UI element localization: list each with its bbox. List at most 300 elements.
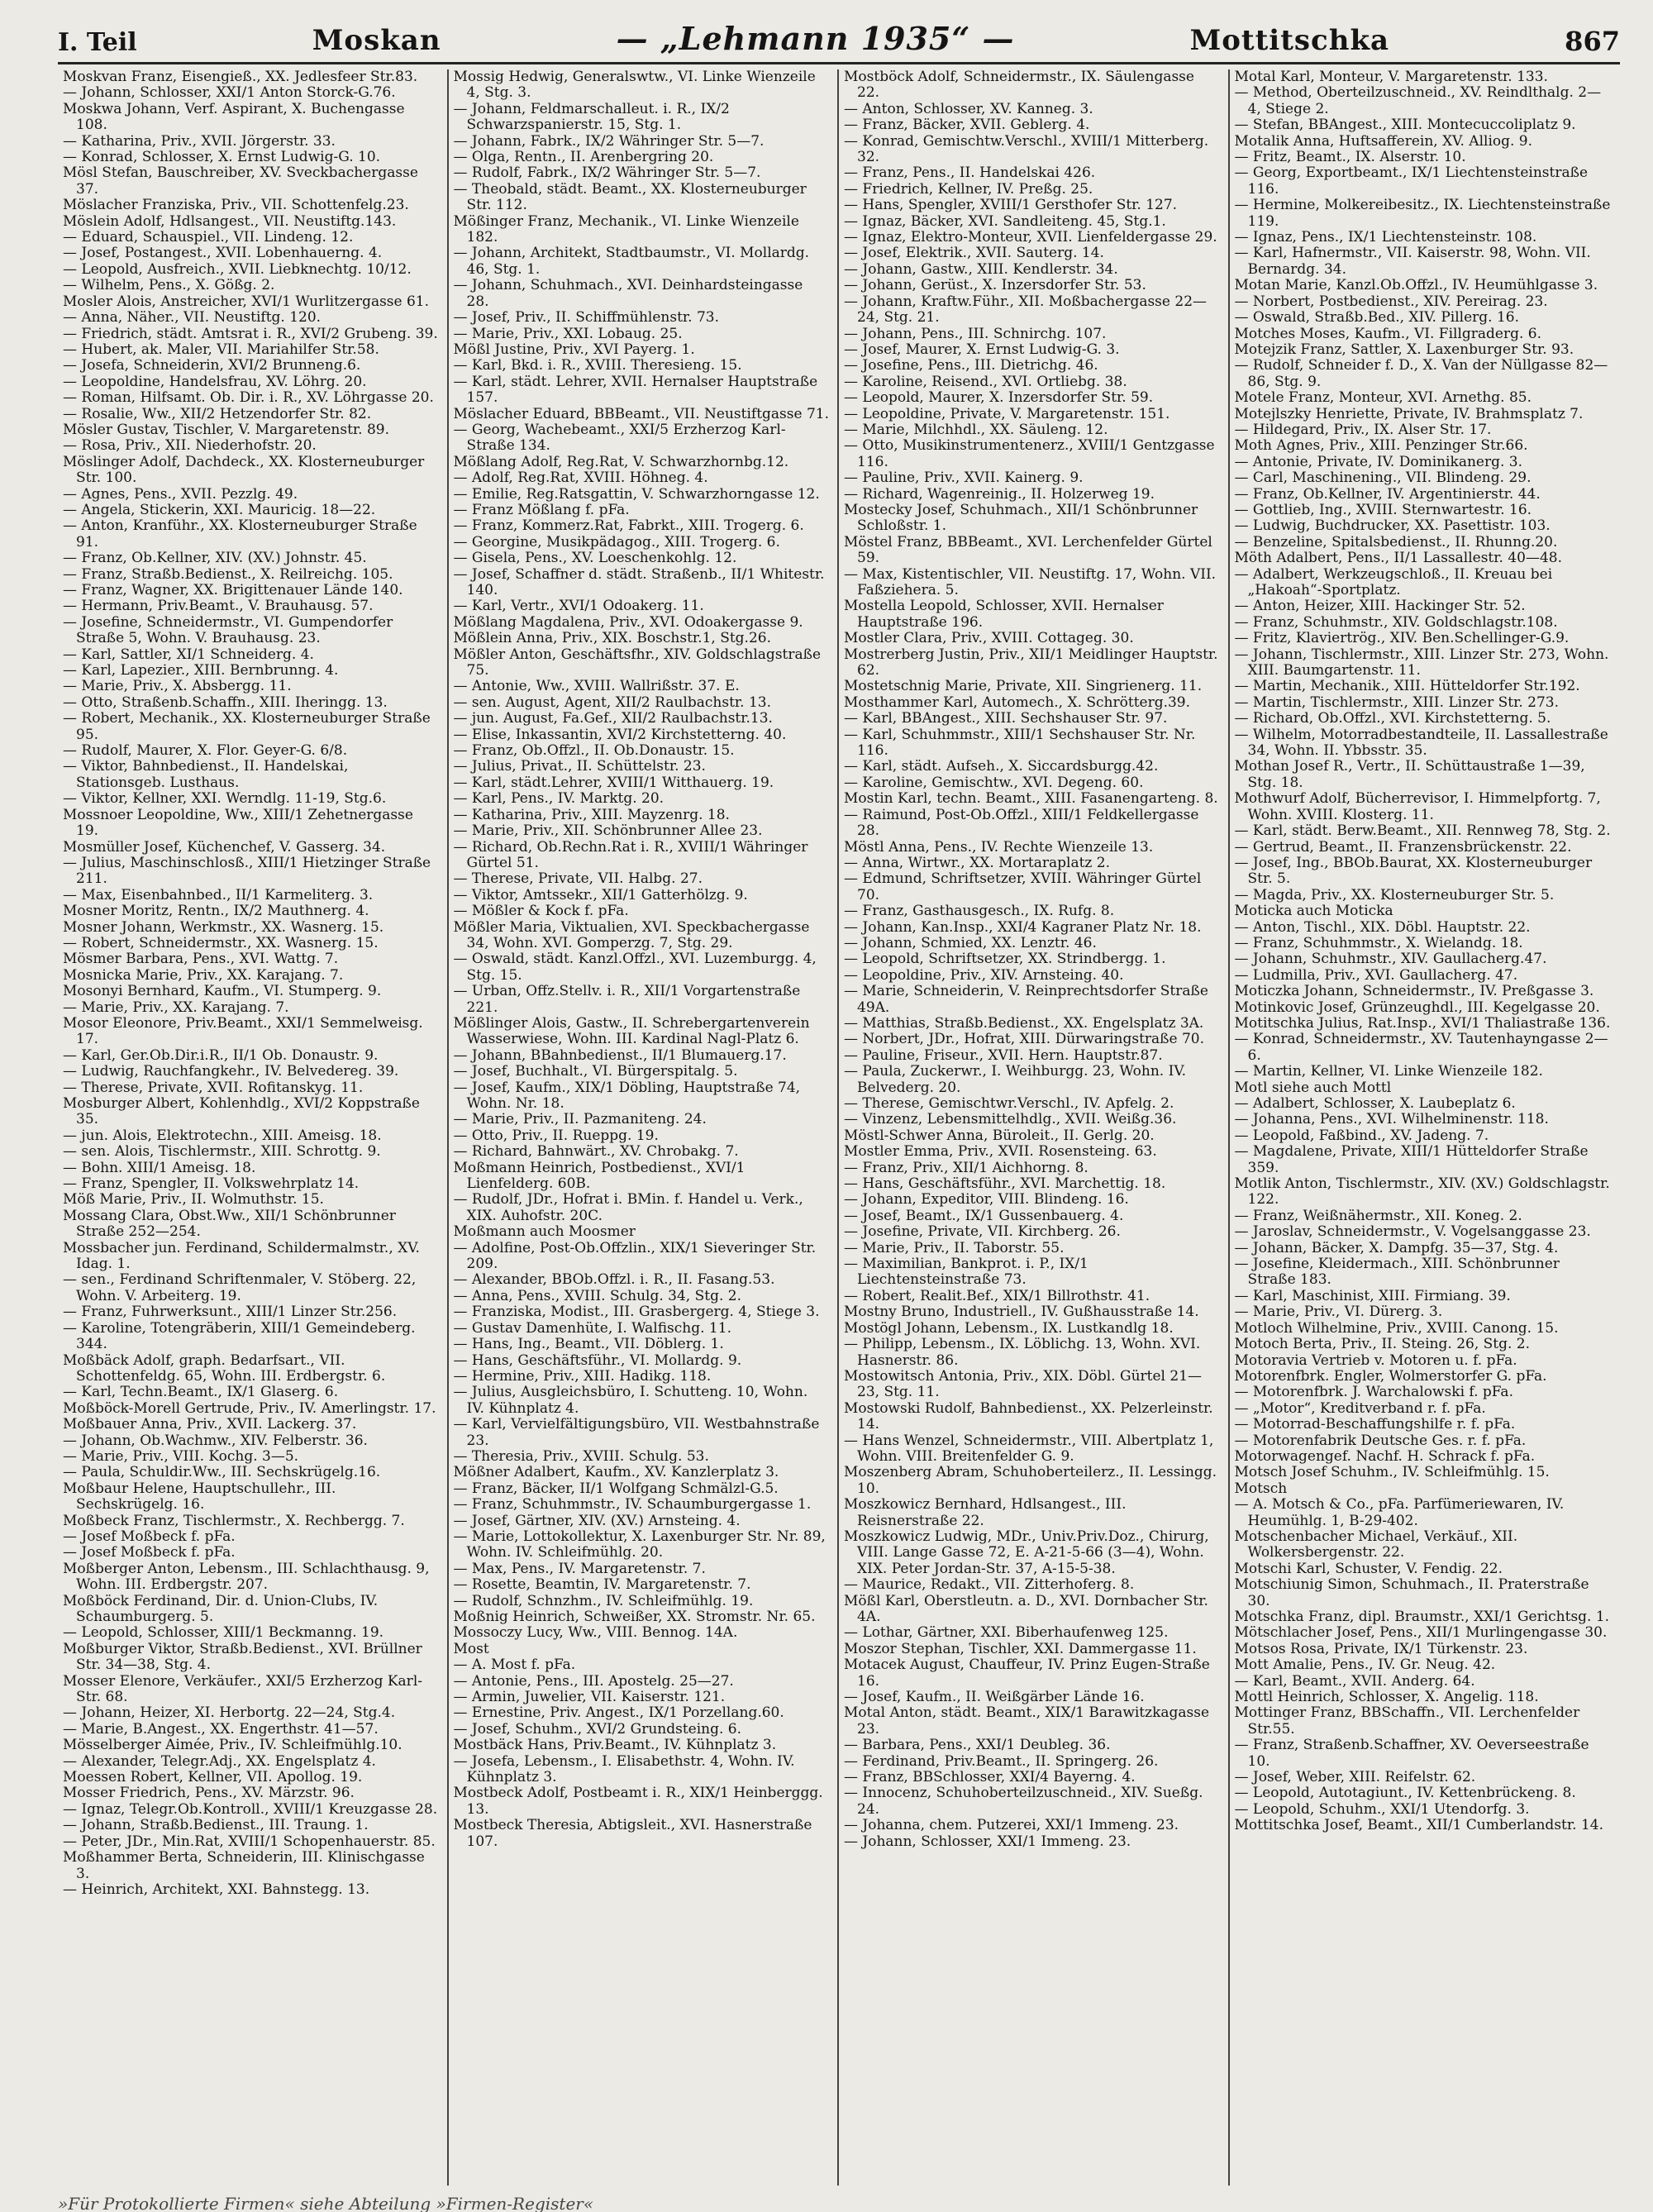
directory-entry: Mosner Moritz, Rentn., IX/2 Mauthnerg. 4.	[63, 903, 369, 920]
directory-entry: — Johann, BBahnbedienst., II/1 Blumauerg.17.	[453, 1046, 787, 1064]
directory-entry: — Paula, Zuckerwr., I. Weihburgg. 23, Wohn. IV. Belvederg. 20.	[844, 1063, 1187, 1096]
directory-entry: — Franz, Gasthausgesch., IX. Rufg. 8.	[844, 903, 1115, 920]
directory-entry: — Johann, Bäcker, X. Dampfg. 35—37, Stg. 4.	[1234, 1239, 1559, 1256]
directory-entry: — Katharina, Priv., XIII. Mayzenrg. 18.	[453, 806, 730, 823]
directory-entry: Motinkovic Josef, Grünzeughdl., III. Kegelgasse 20.	[1234, 999, 1600, 1016]
directory-entry: Mößlang Magdalena, Priv., XVI. Odoakergasse 9.	[453, 613, 803, 631]
directory-entry: — Olga, Rentn., II. Arenbergring 20.	[453, 149, 714, 166]
directory-entry: — Katharina, Priv., XVII. Jörgerstr. 33.	[63, 132, 336, 150]
directory-entry: Mott Amalie, Pens., IV. Gr. Neug. 42.	[1234, 1657, 1496, 1674]
directory-entry: Möslacher Eduard, BBBeamt., VII. Neustiftgasse 71.	[453, 405, 830, 422]
directory-entry: — Gottlieb, Ing., XVIII. Sternwartestr. 16.	[1234, 501, 1532, 518]
directory-entry: Moßnig Heinrich, Schweißer, XX. Stromstr. Nr. 65.	[453, 1609, 816, 1625]
directory-entry: — Marie, Priv., XII. Schönbrunner Allee 23.	[453, 822, 763, 840]
directory-entry: — Karl, Schuhmmstr., XIII/1 Sechshauser Str. Nr. 116.	[844, 726, 1196, 760]
directory-entry: — Karl, städt. Lehrer, XVII. Hernalser Hauptstraße 157.	[453, 373, 818, 407]
directory-entry: Mößinger Franz, Mechanik., VI. Linke Wienzeile 182.	[453, 212, 799, 246]
directory-entry: — Josef, Gärtner, XIV. (XV.) Arnsteing. 4.	[453, 1512, 741, 1529]
directory-entry: — Marie, Priv., II. Pazmaniteng. 24.	[453, 1111, 707, 1128]
directory-entry: — Josefa, Lebensm., I. Elisabethstr. 4, Wohn. IV. Kühnplatz 3.	[453, 1752, 795, 1786]
directory-entry: Mostin Karl, techn. Beamt., XIII. Fasanengarteng. 8.	[844, 790, 1218, 808]
directory-entry: — Leopoldine, Priv., XIV. Arnsteing. 40.	[844, 966, 1124, 984]
directory-entry: — Peter, JDr., Min.Rat, XVIII/1 Schopenhauerstr. 85.	[63, 1833, 436, 1850]
directory-entry: — Gustav Damenhüte, I. Walfischg. 11.	[453, 1319, 731, 1337]
directory-entry: — Martin, Mechanik., XIII. Hütteldorfer Str.192.	[1234, 678, 1580, 695]
directory-entry: — Anna, Näher., VII. Neustiftg. 120.	[63, 309, 322, 327]
directory-entry: — Johann, Schlosser, XXI/1 Immeng. 23.	[844, 1833, 1131, 1850]
header-last-entry: Mottitschka	[1189, 24, 1390, 57]
directory-entry: Motalik Anna, Huftsafferein, XV. Alliog. 9.	[1234, 132, 1533, 150]
directory-entry: — Viktor, Bahnbedienst., II. Handelskai, Stationsgeb. Lusthaus.	[63, 758, 349, 791]
directory-entry: Mostbäck Hans, Priv.Beamt., IV. Kühnplatz 3.	[453, 1737, 777, 1754]
directory-entry: — Johann, Heizer, XI. Herbortg. 22—24, Stg.4.	[63, 1704, 396, 1722]
directory-entry: — Leopold, Schriftsetzer, XX. Strindbergg. 1.	[844, 951, 1166, 968]
directory-entry: — Theobald, städt. Beamt., XX. Klosterneuburger Str. 112.	[453, 180, 807, 214]
directory-entry: Mosnicka Marie, Priv., XX. Karajang. 7.	[63, 966, 344, 984]
directory-entry: — Rudolf, Fabrk., IX/2 Währinger Str. 5—7.	[453, 164, 761, 182]
directory-entry: — Antonie, Ww., XVIII. Wallrißstr. 37. E.	[453, 678, 740, 695]
directory-entry: Motches Moses, Kaufm., VI. Fillgraderg. 6.	[1234, 325, 1542, 342]
directory-entry: Moßberger Anton, Lebensm., III. Schlachthausg. 9, Wohn. III. Erdbergstr. 207.	[63, 1560, 430, 1594]
directory-entry: — Emilie, Reg.Ratsgattin, V. Schwarzhorngasse 12.	[453, 485, 820, 503]
directory-entry: — Hermine, Molkereibesitz., IX. Liechtensteinstraße 119.	[1234, 197, 1611, 230]
directory-entry: — Karoline, Gemischtw., XVI. Degeng. 60.	[844, 774, 1144, 791]
directory-entry: Mostbeck Theresia, Abtigsleit., XVI. Hasnerstraße 107.	[453, 1817, 812, 1850]
directory-entry: — Johanna, Pens., XVI. Wilhelminenstr. 118.	[1234, 1111, 1549, 1128]
directory-entry: — Urban, Offz.Stellv. i. R., XII/1 Vorgartenstraße 221.	[453, 983, 801, 1016]
directory-entry: Motoravia Vertrieb v. Motoren u. f. pFa.	[1234, 1352, 1517, 1369]
directory-entry: — Julius, Maschinschlosß., XIII/1 Hietzinger Straße 211.	[63, 854, 431, 888]
directory-entry: — Eduard, Schauspiel., VII. Lindeng. 12.	[63, 229, 354, 246]
directory-entry: — Franz, Pens., II. Handelskai 426.	[844, 164, 1096, 182]
directory-entry: — Rudolf, Schneider f. D., X. Van der Nüllgasse 82—86, Stg. 9.	[1234, 357, 1608, 390]
directory-entry: Mossbacher jun. Ferdinand, Schildermalmstr., XV. Idag. 1.	[63, 1239, 420, 1273]
directory-entry: — Johann, Architekt, Stadtbaumstr., VI. Mollardg. 46, Stg. 1.	[453, 245, 810, 278]
directory-entry: — Anton, Kranführ., XX. Klosterneuburger Straße 91.	[63, 517, 417, 551]
directory-entry: — A. Motsch & Co., pFa. Parfümeriewaren, IV. Heumühlg. 1, B-29-402.	[1234, 1496, 1565, 1529]
directory-entry: Moth Agnes, Priv., XIII. Penzinger Str.66.	[1234, 437, 1528, 455]
directory-entry: Moßbaur Helene, Hauptschullehr., III. Sechskrügelg. 16.	[63, 1480, 336, 1514]
directory-entry: Motejzik Franz, Sattler, X. Laxenburger Str. 93.	[1234, 341, 1574, 358]
directory-entry: — Johann, Gastw., XIII. Kendlerstr. 34.	[844, 260, 1118, 278]
directory-entry: — Johann, Expeditor, VIII. Blindeng. 16.	[844, 1191, 1129, 1208]
directory-entry: — Pauline, Priv., XVII. Kainerg. 9.	[844, 470, 1084, 487]
directory-entry: — Karl, Vervielfältigungsbüro, VII. Westbahnstraße 23.	[453, 1416, 820, 1449]
page-header	[58, 21, 1620, 64]
directory-entry: Mosthammer Karl, Automech., X. Schrötterg.39.	[844, 694, 1191, 711]
directory-entry: Mothan Josef R., Vertr., II. Schüttaustraße 1—39, Stg. 18.	[1234, 758, 1585, 791]
directory-entry: — Leopoldine, Handelsfrau, XV. Löhrg. 20.	[63, 373, 367, 390]
directory-entry: Mottl Heinrich, Schlosser, X. Angelig. 118.	[1234, 1689, 1539, 1706]
directory-entry: Moßbauer Anna, Priv., XVII. Lackerg. 37.	[63, 1416, 357, 1433]
directory-entry: — Motorrad-Beschaffungshilfe r. f. pFa.	[1234, 1416, 1516, 1433]
directory-entry: Motlik Anton, Tischlermstr., XIV. (XV.) Goldschlagstr. 122.	[1234, 1175, 1610, 1208]
directory-entry: — Josefine, Pens., III. Dietrichg. 46.	[844, 357, 1098, 374]
directory-entry: — Josef Moßbeck f. pFa.	[63, 1528, 236, 1545]
directory-entry: Möstel Franz, BBBeamt., XVI. Lerchenfelder Gürtel 59.	[844, 533, 1212, 567]
directory-entry: — Richard, Ob.Offzl., XVI. Kirchstetterng. 5.	[1234, 710, 1551, 727]
directory-entry: — Johann, Fabrk., IX/2 Währinger Str. 5—7.	[453, 132, 765, 150]
column-4	[1230, 69, 1621, 2186]
directory-entry: — Franz, Fuhrwerksunt., XIII/1 Linzer Str.256.	[63, 1304, 398, 1321]
directory-entry: Mostecky Josef, Schuhmach., XII/1 Schönbrunner Schloßstr. 1.	[844, 501, 1198, 535]
directory-entry: — Ernestine, Priv. Angest., IX/1 Porzellang.60.	[453, 1704, 784, 1722]
directory-entry: Mösler Gustav, Tischler, V. Margaretenstr. 89.	[63, 421, 390, 438]
directory-entry: — Johann, Schuhmstr., XIV. Gaullacherg.47.	[1234, 951, 1547, 968]
directory-entry: — Rudolf, JDr., Hofrat i. BMin. f. Handel u. Verk., XIX. Auhofstr. 20C.	[453, 1191, 803, 1224]
directory-entry: — Johann, Straßb.Bedienst., III. Traung. 1.	[63, 1817, 369, 1834]
directory-entry: — Julius, Privat., II. Schüttelstr. 23.	[453, 758, 706, 775]
directory-entry: — Fritz, Beamt., IX. Alserstr. 10.	[1234, 149, 1466, 166]
directory-entry: — Marie, Lottokollektur, X. Laxenburger Str. Nr. 89, Wohn. IV. Schleifmühlg. 20.	[453, 1528, 826, 1561]
directory-entry: — Ignaz, Elektro-Monteur, XVII. Lienfeldergasse 29.	[844, 229, 1217, 246]
directory-entry: — Edmund, Schriftsetzer, XVIII. Währinger Gürtel 70.	[844, 870, 1202, 903]
directory-entry: — Therese, Gemischtwr.Verschl., IV. Apfelg. 2.	[844, 1095, 1174, 1112]
directory-entry: — Gertrud, Beamt., II. Franzensbrückenstr. 22.	[1234, 838, 1572, 856]
directory-entry: — Georg, Exportbeamt., IX/1 Liechtensteinstraße 116.	[1234, 164, 1589, 198]
directory-entry: Motsch Josef Schuhm., IV. Schleifmühlg. 15.	[1234, 1464, 1550, 1481]
directory-entry: Motl siehe auch Mottl	[1234, 1079, 1392, 1096]
directory-entry: — Franziska, Modist., III. Grasbergerg. 4, Stiege 3.	[453, 1304, 820, 1321]
directory-entry: Moßmann auch Moosmer	[453, 1223, 636, 1241]
directory-entry: — Johann, Schuhmach., XVI. Deinhardsteingasse 28.	[453, 277, 803, 310]
directory-entry: — Motorenfbrk. J. Warchalowski f. pFa.	[1234, 1384, 1513, 1401]
directory-entry: Mößl Justine, Priv., XVI Payerg. 1.	[453, 341, 695, 358]
directory-entry: — Marie, Priv., XX. Karajang. 7.	[63, 999, 289, 1016]
directory-entry: Moticzka Johann, Schneidermstr., IV. Preßgasse 3.	[1234, 983, 1594, 1000]
directory-entry: — Josef, Priv., II. Schiffmühlenstr. 73.	[453, 309, 720, 327]
directory-entry: — Max, Pens., IV. Margaretenstr. 7.	[453, 1560, 706, 1577]
directory-entry: Mossig Hedwig, Generalswtw., VI. Linke Wienzeile 4, Stg. 3.	[453, 69, 816, 102]
directory-entry: — Franz, Bäcker, II/1 Wolfgang Schmälzl-G.5.	[453, 1480, 779, 1497]
directory-entry: — Barbara, Pens., XXI/1 Deubleg. 36.	[844, 1737, 1111, 1754]
directory-entry: Motejlszky Henriette, Private, IV. Brahmsplatz 7.	[1234, 405, 1584, 422]
directory-entry: Motoch Berta, Priv., II. Steing. 26, Stg. 2.	[1234, 1336, 1531, 1353]
directory-entry: Mossnoer Leopoldine, Ww., XIII/1 Zehetnergasse 19.	[63, 806, 413, 840]
directory-entry: — Karoline, Totengräberin, XIII/1 Gemeindeberg. 344.	[63, 1319, 416, 1353]
directory-entry: — Karl, Pens., IV. Marktg. 20.	[453, 790, 665, 808]
directory-entry: — Wilhelm, Motorradbestandteile, II. Lassallestraße 34, Wohn. II. Ybbsstr. 35.	[1234, 726, 1608, 760]
directory-entry: — Marie, Priv., VI. Dürerg. 3.	[1234, 1304, 1443, 1321]
directory-entry: — Franz, Schuhmstr., XIV. Goldschlagstr.108.	[1234, 613, 1558, 631]
directory-entry: Mostowski Rudolf, Bahnbedienst., XX. Pelzerleinstr. 14.	[844, 1399, 1213, 1433]
directory-entry: — Rosette, Beamtin, IV. Margaretenstr. 7.	[453, 1576, 751, 1594]
directory-entry: — Karl, BBAngest., XIII. Sechshauser Str. 97.	[844, 710, 1168, 727]
part-label: I. Teil	[58, 28, 137, 57]
directory-entry: Mosler Alois, Anstreicher, XVI/1 Wurlitzergasse 61.	[63, 293, 430, 310]
directory-entry: — Josef, Buchhalt., VI. Bürgerspitalg. 5.	[453, 1063, 738, 1080]
directory-entry: — Josef, Elektrik., XVII. Sauterg. 14.	[844, 245, 1104, 262]
directory-entry: Mosmüller Josef, Küchenchef, V. Gasserg. 34.	[63, 838, 386, 856]
directory-entry: — Leopold, Autotagiunt., IV. Kettenbrückeng. 8.	[1234, 1785, 1576, 1802]
directory-entry: Motschiunig Simon, Schuhmach., II. Praterstraße 30.	[1234, 1576, 1589, 1609]
directory-entry: — „Motor“, Kreditverband r. f. pFa.	[1234, 1399, 1486, 1417]
directory-entry: — Rudolf, Maurer, X. Flor. Geyer-G. 6/8.	[63, 742, 348, 760]
directory-entry: Moszenberg Abram, Schuhoberteilerz., II. Lessingg. 10.	[844, 1464, 1217, 1497]
directory-entry: — Anton, Schlosser, XV. Kanneg. 3.	[844, 100, 1093, 117]
directory-entry: Möth Adalbert, Pens., II/1 Lassallestr. 40—48.	[1234, 550, 1562, 567]
directory-entry: Mößlinger Alois, Gastw., II. Schrebergartenverein Wasserwiese, Wohn. III. Kardinal Nagl-Platz 6.	[453, 1014, 810, 1048]
directory-entry: — Angela, Stickerin, XXI. Mauricig. 18—22.	[63, 501, 376, 518]
directory-entry: — Stefan, BBAngest., XIII. Montecuccoliplatz 9.	[1234, 117, 1576, 134]
directory-entry: — Josefine, Kleidermach., XIII. Schönbrunner Straße 183.	[1234, 1256, 1560, 1289]
directory-entry: Mosor Eleonore, Priv.Beamt., XXI/1 Semmelweisg. 17.	[63, 1014, 423, 1048]
directory-entry: — Josef, Schuhm., XVI/2 Grundsteing. 6.	[453, 1720, 742, 1738]
directory-entry: — Max, Eisenbahnbed., II/1 Karmeliterg. 3.	[63, 886, 374, 903]
directory-entry: — Franz, Priv., XII/1 Aichhorng. 8.	[844, 1159, 1089, 1176]
directory-entry: — Armin, Juwelier, VII. Kaiserstr. 121.	[453, 1689, 726, 1706]
directory-entry: Moßböck-Morell Gertrude, Priv., IV. Amerlingstr. 17.	[63, 1399, 436, 1417]
directory-entry: — Mößler & Kock f. pFa.	[453, 903, 629, 920]
directory-entry: — Marie, Priv., XXI. Lobaug. 25.	[453, 325, 683, 342]
directory-entry: — Konrad, Schneidermstr., XV. Tautenhayngasse 2—6.	[1234, 1031, 1608, 1064]
directory-entry: Motorwagengef. Nachf. H. Schrack f. pFa.	[1234, 1447, 1536, 1465]
directory-entry: — Wilhelm, Pens., X. Gößg. 2.	[63, 277, 275, 294]
directory-entry: — Karl, Beamt., XVII. Anderg. 64.	[1234, 1672, 1475, 1690]
directory-entry: — Adalbert, Schlosser, X. Laubeplatz 6.	[1234, 1095, 1516, 1112]
directory-entry: Mößler Maria, Viktualien, XVI. Speckbachergasse 34, Wohn. XVI. Gomperzg. 7, Stg. 29.	[453, 918, 810, 951]
directory-entry: — Agnes, Pens., XVII. Pezzlg. 49.	[63, 485, 298, 503]
directory-entry: — Hans, Geschäftsführ., XVI. Marchettig. 18.	[844, 1175, 1166, 1193]
directory-entry: — Marie, Priv., II. Taborstr. 55.	[844, 1239, 1065, 1256]
directory-entry: — Josef, Ing., BBOb.Baurat, XX. Klosterneuburger Str. 5.	[1234, 854, 1593, 888]
directory-entry: Mostögl Johann, Lebensm., IX. Lustkandlg 18.	[844, 1319, 1174, 1337]
publication-title: — „Lehmann 1935“ —	[616, 20, 1015, 57]
directory-entry: — jun. Alois, Elektrotechn., XIII. Ameisg. 18.	[63, 1127, 382, 1144]
directory-entry: — Paula, Schuldir.Ww., III. Sechskrügelg.16.	[63, 1464, 381, 1481]
directory-entry: — Franz, Ob.Offzl., II. Ob.Donaustr. 15.	[453, 742, 735, 760]
directory-entry: — Marie, Milchhdl., XX. Säuleng. 12.	[844, 421, 1108, 438]
directory-entry: — Gisela, Pens., XV. Loeschenkohlg. 12.	[453, 550, 737, 567]
directory-entry: Mossang Clara, Obst.Ww., XII/1 Schönbrunner Straße 252—254.	[63, 1207, 396, 1241]
directory-entry: — Therese, Private, XVII. Rofitanskyg. 11.	[63, 1079, 364, 1096]
directory-entry: Moszkowicz Ludwig, MDr., Univ.Priv.Doz., Chirurg, VIII. Lange Gasse 72, E. A-21-5-66 (3—4), Wohn. XIX. Peter Jordan-Str. 37, A-15-5-38.	[844, 1528, 1209, 1577]
page-number: 867	[1565, 26, 1620, 57]
directory-entry: — Matthias, Straßb.Bedienst., XX. Engelsplatz 3A.	[844, 1014, 1204, 1032]
directory-entry: — Benzeline, Spitalsbedienst., II. Rhunng.20.	[1234, 533, 1558, 551]
directory-entry: Mößlein Anna, Priv., XIX. Boschstr.1, Stg.26.	[453, 630, 771, 647]
directory-entry: — Hans Wenzel, Schneidermstr., VIII. Albertplatz 1, Wohn. VIII. Breitenfelder G. 9.	[844, 1432, 1214, 1465]
directory-entry: — Friedrich, städt. Amtsrat i. R., XVI/2 Grubeng. 39.	[63, 325, 438, 342]
directory-entry: — Josefa, Schneiderin, XVI/2 Brunneng.6.	[63, 357, 361, 374]
directory-entry: Mostny Bruno, Industriell., IV. Gußhausstraße 14.	[844, 1304, 1199, 1321]
directory-entry: — Franz, Bäcker, XVII. Geblerg. 4.	[844, 117, 1090, 134]
directory-entry: Moßburger Viktor, Straßb.Bedienst., XVI. Brüllner Str. 34—38, Stg. 4.	[63, 1640, 422, 1674]
directory-entry: Mostböck Adolf, Schneidermstr., IX. Säulengasse 22.	[844, 69, 1194, 102]
directory-entry: — Richard, Bahnwärt., XV. Chrobakg. 7.	[453, 1143, 739, 1161]
directory-entry: Mossoczy Lucy, Ww., VIII. Bennog. 14A.	[453, 1624, 738, 1642]
directory-entry: — Franz, Schuhmmstr., IV. Schaumburgergasse 1.	[453, 1496, 812, 1514]
directory-entry: Mostrerberg Justin, Priv., XII/1 Meidlinger Hauptstr. 62.	[844, 646, 1218, 679]
directory-entry: — Anna, Pens., XVIII. Schulg. 34, Stg. 2.	[453, 1287, 741, 1304]
directory-entry: Möslein Adolf, Hdlsangest., VII. Neustiftg.143.	[63, 212, 397, 230]
directory-entry: — Antonie, Pens., III. Apostelg. 25—27.	[453, 1672, 734, 1690]
directory-entry: — Adolf, Reg.Rat, XVIII. Höhneg. 4.	[453, 470, 708, 487]
directory-entry: — Karl, Techn.Beamt., IX/1 Glaserg. 6.	[63, 1384, 339, 1401]
directory-entry: — Rosalie, Ww., XII/2 Hetzendorfer Str. 82.	[63, 405, 372, 422]
directory-entry: — Josefine, Schneidermstr., VI. Gumpendorfer Straße 5, Wohn. V. Brauhausg. 23.	[63, 613, 393, 647]
directory-entry: Moßmann Heinrich, Postbedienst., XVI/1 Lienfelderg. 60B.	[453, 1159, 746, 1193]
directory-entry: — Philipp, Lebensm., IX. Löblichg. 13, Wohn. XVI. Hasnerstr. 86.	[844, 1336, 1201, 1369]
directory-entry: Moticka auch Moticka	[1234, 903, 1393, 920]
directory-entry: — Adalbert, Werkzeugschloß., II. Kreuau bei „Hakoah“-Sportplatz.	[1234, 565, 1553, 598]
directory-entry: Mosser Friedrich, Pens., XV. Märzstr. 96.	[63, 1785, 355, 1802]
column-1	[58, 69, 449, 2186]
directory-entry: Mosonyi Bernhard, Kaufm., VI. Stumperg. 9.	[63, 983, 382, 1000]
directory-entry: — Rosa, Priv., XII. Niederhofstr. 20.	[63, 437, 317, 455]
directory-entry: — sen., Ferdinand Schriftenmaler, V. Stöberg. 22, Wohn. V. Arbeiterg. 19.	[63, 1271, 417, 1304]
directory-entry: — Ignaz, Pens., IX/1 Liechtensteinstr. 108.	[1234, 229, 1537, 246]
directory-entry: — Karl, Hafnermstr., VII. Kaiserstr. 98, Wohn. VII. Bernardg. 34.	[1234, 245, 1591, 278]
directory-entry: — Josef, Weber, XIII. Reifelstr. 62.	[1234, 1769, 1476, 1786]
directory-entry: — Anton, Heizer, XIII. Hackinger Str. 52.	[1234, 598, 1526, 615]
directory-entry: Most	[453, 1640, 489, 1657]
directory-entry: — Johann, Schlosser, XXI/1 Anton Storck-G.76.	[63, 84, 396, 102]
directory-entry: — Therese, Private, VII. Halbg. 27.	[453, 870, 703, 888]
directory-entry: — Hans, Ing., Beamt., VII. Döblerg. 1.	[453, 1336, 724, 1353]
directory-entry: — Richard, Ob.Rechn.Rat i. R., XVIII/1 Währinger Gürtel 51.	[453, 838, 808, 871]
directory-entry: Motorenfbrk. Engler, Wolmerstorfer G. pFa.	[1234, 1367, 1547, 1385]
directory-entry: Motele Franz, Monteur, XVI. Arnethg. 85.	[1234, 389, 1532, 407]
directory-entry: — Johann, Schmied, XX. Lenztr. 46.	[844, 934, 1097, 951]
directory-entry: Mößlang Adolf, Reg.Rat, V. Schwarzhornbg.12.	[453, 453, 789, 470]
directory-entry: — Leopold, Faßbind., XV. Jadeng. 7.	[1234, 1127, 1489, 1144]
directory-entry: — Maximilian, Bankprot. i. P., IX/1 Liechtensteinstraße 73.	[844, 1256, 1089, 1289]
directory-entry: Mößner Adalbert, Kaufm., XV. Kanzlerplatz 3.	[453, 1464, 779, 1481]
directory-entry: Moskvan Franz, Eisengieß., XX. Jedlesfeer Str.83.	[63, 69, 418, 85]
directory-columns	[58, 69, 1620, 2186]
directory-entry: Mothwurf Adolf, Bücherrevisor, I. Himmelpfortg. 7, Wohn. XVIII. Klosterg. 11.	[1234, 790, 1601, 823]
directory-entry: — Ignaz, Telegr.Ob.Kontroll., XVIII/1 Kreuzgasse 28.	[63, 1800, 438, 1818]
directory-entry: — Karl, Maschinist, XIII. Firmiang. 39.	[1234, 1287, 1511, 1304]
directory-entry: — Karl, städt. Aufseh., X. Siccardsburgg.42.	[844, 758, 1159, 775]
directory-entry: Motal Anton, städt. Beamt., XIX/1 Barawitzkagasse 23.	[844, 1704, 1210, 1738]
directory-entry: — Josef, Kaufm., II. Weißgärber Lände 16.	[844, 1689, 1145, 1706]
column-3	[839, 69, 1230, 2186]
directory-entry: — Rudolf, Schnzhm., IV. Schleifmühlg. 19.	[453, 1592, 754, 1609]
directory-entry: — Oswald, Straßb.Bed., XIV. Pillerg. 16.	[1234, 309, 1519, 327]
header-first-entry: Moskan	[312, 24, 441, 57]
directory-entry: Mostetschnig Marie, Private, XII. Singrienerg. 11.	[844, 678, 1203, 695]
directory-entry: — Marie, Priv., VIII. Kochg. 3—5.	[63, 1447, 299, 1465]
directory-entry: — Magdalene, Private, XIII/1 Hütteldorfer Straße 359.	[1234, 1143, 1589, 1176]
directory-entry: Mößler Anton, Geschäftsfhr., XIV. Goldschlagstraße 75.	[453, 646, 822, 679]
directory-entry: — Norbert, JDr., Hofrat, XIII. Dürwaringstraße 70.	[844, 1031, 1205, 1048]
directory-entry: Mottinger Franz, BBSchaffn., VII. Lerchenfelder Str.55.	[1234, 1704, 1580, 1738]
directory-entry: — Anna, Wirtwr., XX. Mortaraplatz 2.	[844, 854, 1110, 871]
directory-entry: Mötschlacher Josef, Pens., XII/1 Murlingengasse 30.	[1234, 1624, 1608, 1642]
directory-entry: — Josef Moßbeck f. pFa.	[63, 1544, 236, 1561]
directory-entry: — Roman, Hilfsamt. Ob. Dir. i. R., XV. Löhrgasse 20.	[63, 389, 434, 407]
directory-entry: — Josef, Beamt., IX/1 Gussenbauerg. 4.	[844, 1207, 1124, 1224]
directory-entry: — Jaroslav, Schneidermstr., V. Vogelsanggasse 23.	[1234, 1223, 1591, 1241]
directory-entry: Mosser Elenore, Verkäufer., XXI/5 Erzherzog Karl-Str. 68.	[63, 1672, 422, 1706]
directory-entry: Mostler Clara, Priv., XVIII. Cottageg. 30.	[844, 630, 1134, 647]
directory-entry: — Method, Oberteilzuschneid., XV. Reindlthalg. 2—4, Stiege 2.	[1234, 84, 1602, 117]
directory-entry: — Ignaz, Bäcker, XVI. Sandleiteng. 45, Stg.1.	[844, 212, 1166, 230]
directory-entry: Mottitschka Josef, Beamt., XII/1 Cumberlandstr. 14.	[1234, 1817, 1603, 1834]
directory-entry: — Anton, Tischl., XIX. Döbl. Hauptstr. 22.	[1234, 918, 1531, 936]
directory-entry: — sen. August, Agent, XII/2 Raulbachstr. 13.	[453, 694, 772, 711]
directory-entry: Motloch Wilhelmine, Priv., XVIII. Canong. 15.	[1234, 1319, 1559, 1337]
directory-entry: Motacek August, Chauffeur, IV. Prinz Eugen-Straße 16.	[844, 1657, 1210, 1690]
directory-entry: — Antonie, Private, IV. Dominikanerg. 3.	[1234, 453, 1523, 470]
directory-entry: — Magda, Priv., XX. Klosterneuburger Str. 5.	[1234, 886, 1555, 903]
directory-entry: — Franz, BBSchlosser, XXI/4 Bayerng. 4.	[844, 1769, 1136, 1786]
directory-entry: Mostella Leopold, Schlosser, XVII. Hernalser Hauptstraße 196.	[844, 598, 1164, 631]
directory-entry: — Otto, Straßenb.Schaffn., XIII. Iheringg. 13.	[63, 694, 388, 711]
directory-entry: Motan Marie, Kanzl.Ob.Offzl., IV. Heumühlgasse 3.	[1234, 277, 1598, 294]
directory-entry: Möß Marie, Priv., II. Wolmuthstr. 15.	[63, 1191, 324, 1208]
column-2	[449, 69, 840, 2186]
directory-entry: — Heinrich, Architekt, XXI. Bahnstegg. 13.	[63, 1881, 370, 1898]
directory-entry: — Ludwig, Rauchfangkehr., IV. Belvedereg. 39.	[63, 1063, 399, 1080]
directory-entry: — A. Most f. pFa.	[453, 1657, 576, 1674]
directory-entry: — Pauline, Friseur., XVII. Hern. Hauptstr.87.	[844, 1046, 1163, 1064]
directory-entry: — Ferdinand, Priv.Beamt., II. Springerg. 26.	[844, 1752, 1159, 1770]
directory-entry: — Hans, Spengler, XVIII/1 Gersthofer Str. 127.	[844, 197, 1178, 214]
directory-entry: Motschenbacher Michael, Verkäuf., XII. Wolkersbergenstr. 22.	[1234, 1528, 1518, 1561]
directory-entry: Mösselberger Aimée, Priv., IV. Schleifmühlg.10.	[63, 1737, 403, 1754]
directory-entry: — Hubert, ak. Maler, VII. Mariahilfer Str.58.	[63, 341, 379, 358]
directory-entry: — Georgine, Musikpädagog., XIII. Trogerg. 6.	[453, 533, 780, 551]
page-footer: »Für Protokollierte Firmen« siehe Abteilung »Firmen-Register«	[58, 2194, 594, 2212]
directory-entry: Motal Karl, Monteur, V. Margaretenstr. 133.	[1234, 69, 1548, 85]
directory-entry: — Vinzenz, Lebensmittelhdlg., XVII. Weißg.36.	[844, 1111, 1177, 1128]
directory-entry: Mostler Emma, Priv., XVII. Rosensteing. 63.	[844, 1143, 1157, 1161]
directory-entry: — Karl, Sattler, XI/1 Schneiderg. 4.	[63, 646, 314, 663]
directory-entry: — Marie, B.Angest., XX. Engerthstr. 41—57.	[63, 1720, 379, 1738]
directory-entry: — Leopold, Schlosser, XIII/1 Beckmanng. 19.	[63, 1624, 384, 1642]
directory-entry: — Marie, Schneiderin, V. Reinprechtsdorfer Straße 49A.	[844, 983, 1208, 1016]
directory-entry: Möstl Anna, Pens., IV. Rechte Wienzeile 13.	[844, 838, 1154, 856]
directory-entry: Moszkowicz Bernhard, Hdlsangest., III. Reisnerstraße 22.	[844, 1496, 1127, 1529]
directory-entry: — Max, Kistentischler, VII. Neustiftg. 17, Wohn. VII. Faßziehera. 5.	[844, 565, 1217, 598]
directory-entry: — Karl, Ger.Ob.Dir.i.R., II/1 Ob. Donaustr. 9.	[63, 1046, 379, 1064]
directory-entry: Mößl Karl, Oberstleutn. a. D., XVI. Dornbacher Str. 4A.	[844, 1592, 1208, 1625]
directory-entry: — Franz, Straßenb.Schaffner, XV. Oeverseestraße 10.	[1234, 1737, 1589, 1770]
directory-entry: — Georg, Wachebeamt., XXI/5 Erzherzog Karl-Straße 134.	[453, 421, 786, 455]
directory-entry: Mostbeck Adolf, Postbeamt i. R., XIX/1 Heinberggg. 13.	[453, 1785, 823, 1818]
directory-entry: — Franz, Kommerz.Rat, Fabrkt., XIII. Trogerg. 6.	[453, 517, 804, 535]
directory-entry: — Konrad, Schlosser, X. Ernst Ludwig-G. 10.	[63, 149, 381, 166]
directory-entry: — Martin, Kellner, VI. Linke Wienzeile 182.	[1234, 1063, 1543, 1080]
directory-entry: Möslacher Franziska, Priv., VII. Schottenfelg.23.	[63, 197, 409, 214]
directory-entry: — Johann, Kraftw.Führ., XII. Moßbachergasse 22—24, Stg. 21.	[844, 293, 1208, 327]
directory-entry: — Johann, Ob.Wachmw., XIV. Felberstr. 36.	[63, 1432, 368, 1449]
directory-entry: — Adolfine, Post-Ob.Offzlin., XIX/1 Sieveringer Str. 209.	[453, 1239, 817, 1273]
directory-entry: — Karl, Bkd. i. R., XVIII. Theresieng. 15.	[453, 357, 742, 374]
directory-entry: — Norbert, Postbedienst., XIV. Pereirag. 23.	[1234, 293, 1548, 310]
directory-entry: — Viktor, Kellner, XXI. Werndlg. 11-19, Stg.6.	[63, 790, 387, 808]
directory-entry: — Ludwig, Buchdrucker, XX. Pasettistr. 103.	[1234, 517, 1551, 535]
directory-entry: Moessen Robert, Kellner, VII. Apollog. 19.	[63, 1769, 363, 1786]
directory-entry: — Leopoldine, Private, V. Margaretenstr. 151.	[844, 405, 1170, 422]
directory-entry: — Josef, Kaufm., XIX/1 Döbling, Hauptstraße 74, Wohn. Nr. 18.	[453, 1079, 801, 1112]
directory-entry: — Motorenfabrik Deutsche Ges. r. f. pFa.	[1234, 1432, 1527, 1449]
directory-entry: Moßhammer Berta, Schneiderin, III. Klinischgasse 3.	[63, 1849, 425, 1882]
directory-entry: — Franz, Schuhmmstr., X. Wielandg. 18.	[1234, 934, 1523, 951]
directory-entry: Mosner Johann, Werkmstr., XX. Wasnerg. 15.	[63, 918, 384, 936]
directory-entry: Moßbäck Adolf, graph. Bedarfsart., VII. Schottenfeldg. 65, Wohn. III. Erdbergstr. 6.	[63, 1352, 386, 1385]
directory-entry: — Innocenz, Schuhoberteilzuschneid., XIV. Sueßg. 24.	[844, 1785, 1203, 1818]
directory-entry: Mostowitsch Antonia, Priv., XIX. Döbl. Gürtel 21—23, Stg. 11.	[844, 1367, 1203, 1401]
directory-entry: — Franz, Ob.Kellner, IV. Argentinierstr. 44.	[1234, 485, 1541, 503]
directory-entry: — Hans, Geschäftsführ., VI. Mollardg. 9.	[453, 1352, 742, 1369]
directory-entry: Moßbeck Franz, Tischlermstr., X. Rechbergg. 7.	[63, 1512, 405, 1529]
directory-entry: — Hildegard, Priv., IX. Alser Str. 17.	[1234, 421, 1492, 438]
directory-entry: Motsos Rosa, Private, IX/1 Türkenstr. 23.	[1234, 1640, 1528, 1657]
